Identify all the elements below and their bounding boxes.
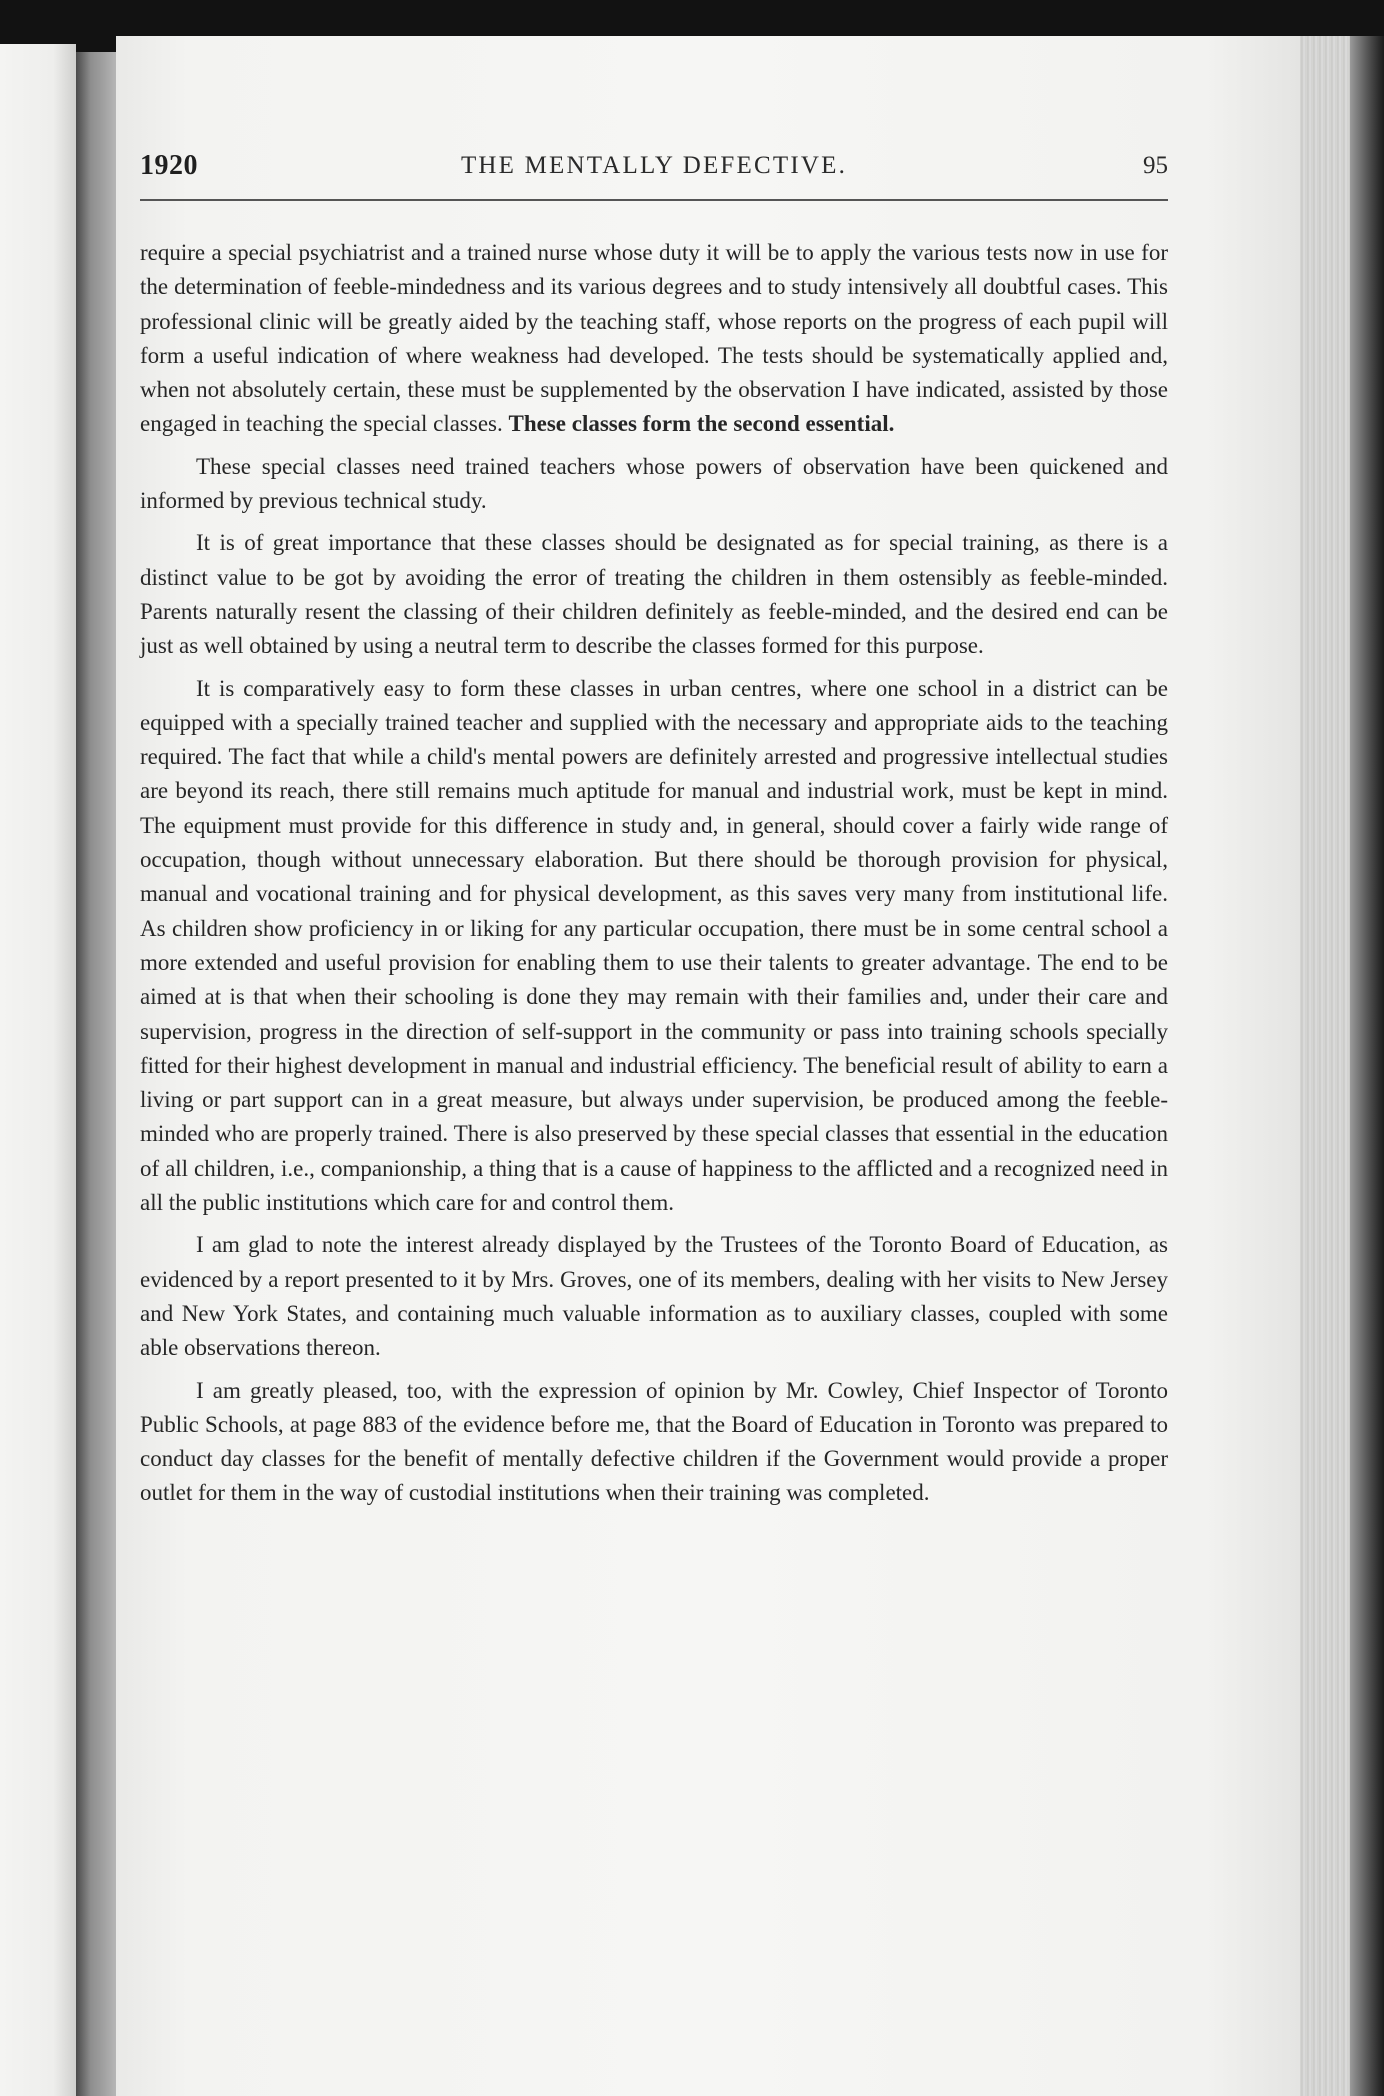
running-head-year: 1920 [140,150,198,181]
page-stack-edge [1300,36,1350,2096]
running-head-title: THE MENTALLY DEFECTIVE. [460,152,848,179]
book-cover-edge [1350,36,1384,2096]
emphasis-text: These classes form the second essential. [508,411,895,437]
book-gutter [76,52,118,2096]
paragraph: I am glad to note the interest already displayed by the Trustees of the Toronto Board of Education, as evidenced by a report presented to it by Mrs. Groves, one of its members, dealing with her visits to New Jersey and New York States, and containing much valuable information as to auxiliary classes, coupled with some able observations thereon. [140,1232,1168,1361]
paragraph [140,236,1168,442]
header-rule [140,199,1168,201]
paragraph-text: require a special psychiatrist and a trained nurse whose duty it will be to apply the various tests now in use for the determination of feeble-mindedness and its various degrees and to study intensively all doubtful cases. This professional clinic will be greatly aided by the teaching staff, whose reports on the progress of each pupil will form a useful indication of where weakness had developed. The tests should be systematically applied and, when not absolutely certain, these must be supplemented by the observation I have indicated, assisted by those engaged in teaching the special classes. [140,240,1168,437]
paragraph: I am greatly pleased, too, with the expression of opinion by Mr. Cowley, Chief Inspector of Toronto Public Schools, at page 883 of the evidence before me, that the Board of Education in Toronto was prepared to conduct day classes for the benefit of mentally defective children if the Government would provide a proper outlet for them in the way of custodial institutions when their training was completed. [140,1377,1168,1506]
body-text [140,236,1168,1511]
facing-page-edge [0,44,76,2096]
running-head [140,150,1168,194]
paragraph: These special classes need trained teachers whose powers of observation have been quickened and informed by previous technical study. [140,453,1168,514]
paragraph: It is of great importance that these classes should be designated as for special training, as there is a distinct value to be got by avoiding the error of treating the children in them ostensibly as feeble-minded. Parents naturally resent the classing of their children definitely as feeble-minded, and the desired end can be just as well obtained by using a neutral term to describe the classes formed for this purpose. [140,530,1168,659]
paragraph: It is comparatively easy to form these classes in urban centres, where one school in a district can be equipped with a specially trained teacher and supplied with the necessary and appropriate aids to the teaching required. The fact that while a child's mental powers are definitely arrested and progressive intellectual studies are beyond its reach, there still remains much aptitude for manual and industrial work, must be kept in mind. The equipment must provide for this difference in study and, in general, should cover a fairly wide range of occupation, though without unnecessary elaboration. But there should be thorough provision for physical, manual and vocational training and for physical development, as this saves very many from institutional life. As children show proficiency in or liking for any particular occupation, there must be in some central school a more extended and useful provision for enabling them to use their talents to greater advantage. The end to be aimed at is that when their schooling is done they may remain with their families and, under their care and supervision, progress in the direction of self-support in the community or pass into training schools specially fitted for their highest development in manual and industrial efficiency. The beneficial result of ability to earn a living or part support can in a great measure, but always under supervision, be produced among the feeble-minded who are properly trained. There is also preserved by these special classes that essential in the education of all children, i.e., companionship, a thing that is a cause of happiness to the afflicted and a recognized need in all the public institutions which care for and control them. [140,675,1168,1216]
page-number: 95 [1143,152,1168,179]
